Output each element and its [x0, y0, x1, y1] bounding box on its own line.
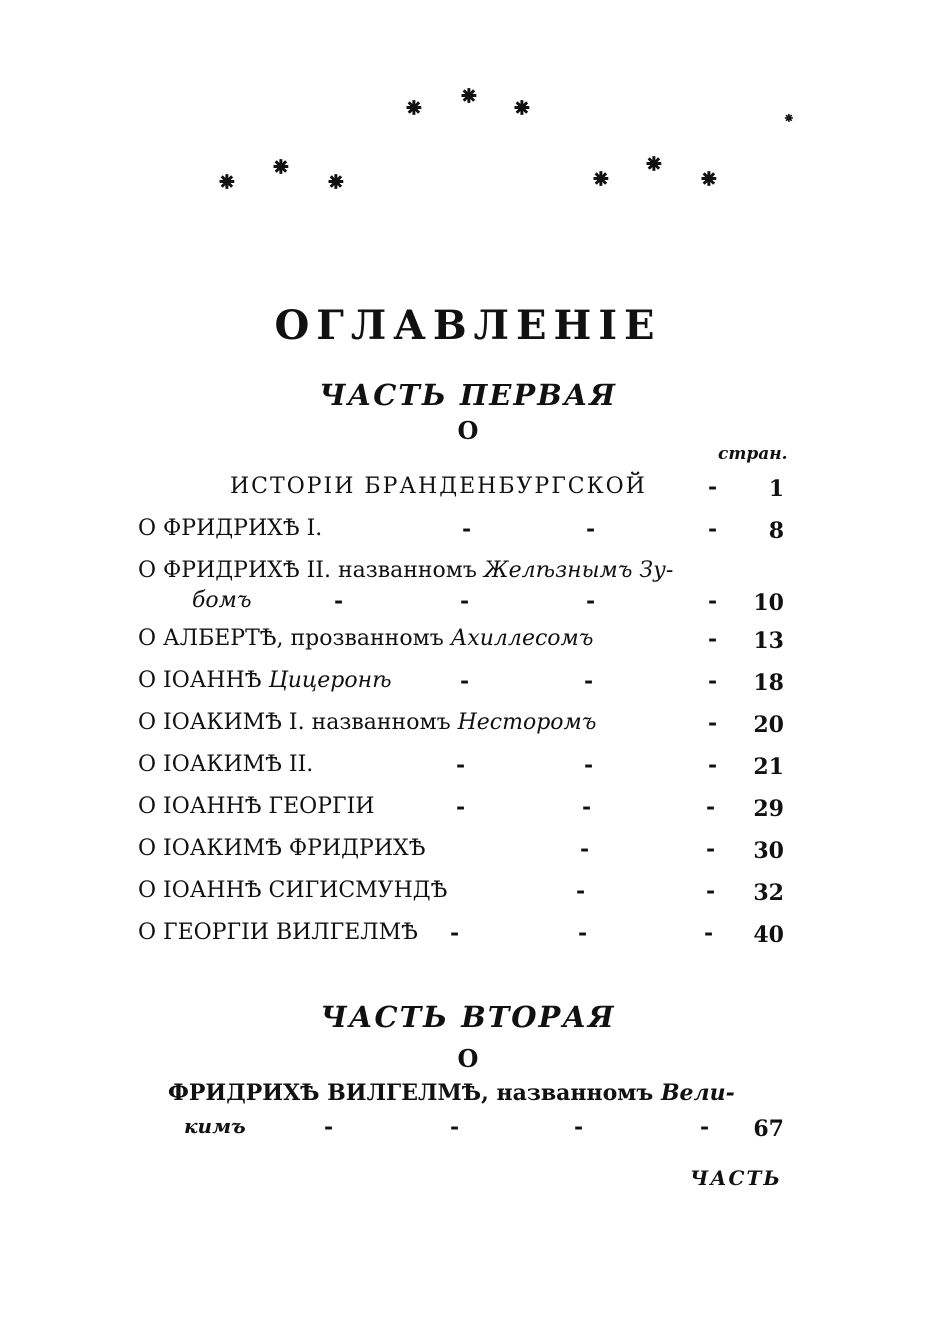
entry-name: ФРИДРИХѢ ІІ. названномъ — [163, 558, 477, 583]
toc-entry[interactable] — [138, 558, 788, 628]
ornament-star-icon: ⁕ — [698, 165, 720, 195]
part-one-o: О — [457, 416, 479, 445]
ornament-star-icon: ⁕ — [216, 168, 238, 198]
entry-epithet: Ахиллесомъ — [450, 626, 594, 651]
leader-dash: - — [586, 588, 596, 614]
leader-dash: - — [704, 920, 714, 946]
entry-title — [138, 794, 374, 819]
entry-name: ФРИДРИХѢ ВИЛГЕЛМѢ, названномъ — [168, 1080, 654, 1106]
entry-name: ІОАКИМѢ ІІ. — [163, 752, 314, 777]
entry-title — [138, 878, 447, 903]
entry-title — [168, 1080, 735, 1106]
entry-title — [138, 626, 593, 651]
leader-dash: - — [708, 710, 718, 736]
entry-prefix: О — [138, 626, 157, 651]
leader-dash: - — [574, 1114, 584, 1140]
leader-dash: - — [580, 836, 590, 862]
toc-entry[interactable] — [138, 752, 788, 786]
leader-dash: - — [460, 668, 470, 694]
leader-dash: - — [700, 1114, 710, 1140]
entry-name: ГЕОРГІИ ВИЛГЕЛМѢ — [163, 920, 418, 945]
entry-epithet: Цицеронѣ — [268, 668, 392, 693]
entry-title: ИСТОРІИ БРАНДЕНБУРГСКОЙ — [230, 474, 647, 499]
leader-dash: - — [450, 920, 460, 946]
toc-entry[interactable] — [138, 920, 788, 954]
entry-prefix: О — [138, 558, 157, 583]
toc-entry[interactable] — [138, 516, 788, 550]
leader-dash: - — [708, 752, 718, 778]
page-number: 21 — [753, 754, 784, 780]
ornament-star-icon: ⁕ — [403, 94, 425, 124]
part-two-o: О — [457, 1044, 479, 1073]
leader-dash: - — [334, 588, 344, 614]
entry-continuation: бомъ — [192, 588, 252, 613]
toc-entry[interactable] — [138, 474, 788, 508]
page-number: 8 — [768, 518, 784, 544]
entry-epithet: Вели- — [660, 1080, 735, 1106]
leader-dash: - — [578, 920, 588, 946]
entry-title — [138, 516, 322, 541]
toc-entry[interactable] — [138, 794, 788, 828]
leader-dash: - — [708, 474, 718, 500]
entry-prefix: О — [138, 836, 157, 861]
entry-title — [138, 668, 392, 693]
page-number: 67 — [753, 1116, 784, 1142]
ornament-star-icon: ⁕ — [458, 82, 480, 112]
leader-dash: - — [460, 588, 470, 614]
leader-dash: - — [456, 752, 466, 778]
entry-epithet: Желѣзнымъ Зу- — [483, 558, 674, 583]
toc-entry[interactable] — [138, 626, 788, 660]
leader-dash: - — [706, 878, 716, 904]
leader-dash: - — [708, 588, 718, 614]
page-number: 18 — [753, 670, 784, 696]
leader-dash: - — [708, 668, 718, 694]
ornament-star-icon: ⁕ — [590, 165, 612, 195]
entry-title — [138, 710, 596, 735]
leader-dash: - — [582, 794, 592, 820]
page-column-label: стран. — [718, 444, 788, 464]
entry-prefix: О — [138, 794, 157, 819]
entry-prefix: О — [138, 752, 157, 777]
entry-title — [138, 752, 313, 777]
leader-dash: - — [462, 516, 472, 542]
leader-dash: - — [706, 836, 716, 862]
toc-entry[interactable] — [138, 710, 788, 744]
toc-entry[interactable] — [168, 1080, 788, 1150]
toc-entry[interactable] — [138, 668, 788, 702]
entry-title — [138, 920, 418, 945]
leader-dash: - — [576, 878, 586, 904]
leader-dash: - — [324, 1114, 334, 1140]
entry-prefix: О — [138, 668, 157, 693]
entry-prefix: О — [138, 920, 157, 945]
ornament-star-icon: ⁕ — [270, 153, 292, 183]
ornament-star-icon: ⁕ — [511, 94, 533, 124]
entry-title — [138, 558, 673, 583]
ornament-star-icon: ⁕ — [325, 168, 347, 198]
entry-continuation: кимъ — [184, 1114, 246, 1138]
entry-prefix: О — [138, 710, 157, 735]
leader-dash: - — [706, 794, 716, 820]
page-number: 10 — [753, 590, 784, 616]
entry-name: ІОАННѢ СИГИСМУНДѢ — [163, 878, 448, 903]
entry-prefix: О — [138, 878, 157, 903]
toc-entry[interactable] — [138, 836, 788, 870]
toc-entry[interactable] — [138, 878, 788, 912]
page-number: 1 — [768, 476, 784, 502]
part-two-heading: ЧАСТЬ ВТОРАЯ — [320, 1000, 616, 1034]
entry-name: ФРИДРИХѢ І. — [163, 516, 323, 541]
entry-name: АЛБЕРТѢ, прозванномъ — [163, 626, 444, 651]
page-number: 32 — [753, 880, 784, 906]
leader-dash: - — [586, 516, 596, 542]
entry-prefix: О — [138, 516, 157, 541]
leader-dash: - — [584, 752, 594, 778]
page-number: 13 — [753, 628, 784, 654]
leader-dash: - — [708, 516, 718, 542]
entry-epithet: Несторомъ — [457, 710, 597, 735]
entry-name: ІОАКИМѢ ФРИДРИХѢ — [163, 836, 426, 861]
entry-name: ІОАННѢ ГЕОРГІИ — [163, 794, 375, 819]
catchword: ЧАСТЬ — [690, 1166, 782, 1190]
part-one-heading: ЧАСТЬ ПЕРВАЯ — [319, 378, 617, 412]
page-number: 40 — [753, 922, 784, 948]
page-title: ОГЛАВЛЕНІЕ — [274, 302, 662, 349]
leader-dash: - — [584, 668, 594, 694]
page-number: 30 — [753, 838, 784, 864]
entry-name: ІОАННѢ — [163, 668, 262, 693]
page-mark-icon: ⁕ — [783, 111, 795, 127]
leader-dash: - — [708, 626, 718, 652]
page-number: 20 — [753, 712, 784, 738]
entry-title — [138, 836, 425, 861]
leader-dash: - — [456, 794, 466, 820]
entry-name: ІОАКИМѢ І. названномъ — [163, 710, 451, 735]
leader-dash: - — [450, 1114, 460, 1140]
ornament-star-icon: ⁕ — [643, 150, 665, 180]
page-number: 29 — [753, 796, 784, 822]
